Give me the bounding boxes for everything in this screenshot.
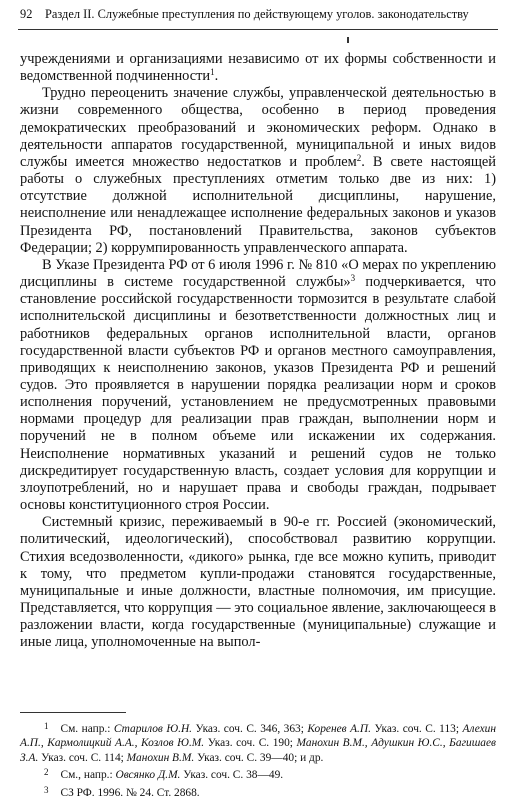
footnote-text: Указ. соч. С. 114; [38,751,127,764]
author-name: Алехин А.П., Кармолицкий А.А., Козлов Ю.М. [20,723,497,750]
author-name: Коренев А.П. [307,723,371,735]
main-text [20,51,496,651]
footnote-2 [20,765,496,782]
footnote-text: Указ. соч. С. 190; [204,737,297,750]
author-name: Манохин В.М. [126,751,195,764]
footnote-text: Указ. соч. С. 39—40; и др. [194,751,324,764]
author-name: Манохин В.М., Адушкин Ю.С., Багишаев З.А. [20,737,496,764]
paragraph-text: В Указе Президента РФ от 6 июля 1996 г. № 810 «О мерах по укреплению дисциплины в системе государственной службы» [20,256,496,291]
paragraph-continued [20,51,496,85]
footnote-mark: 1 [44,721,49,731]
scan-mark [347,37,349,43]
footnote-text: Указ. соч. С. 346, 363; [192,723,308,735]
footnote-text: Указ. соч. С. 113; [370,723,463,735]
footnote-ref-3: 3 [350,273,356,284]
page-number: 92 [20,7,33,21]
footnote-ref-2: 2 [356,152,362,163]
running-title: Раздел II. Служебные преступления по действующему уголов. законодательству [45,7,469,21]
paragraph-text-end: подчеркивается, что становление российской государственности тормозится в результате слабой исполнительской дисциплины и безответственности должностных лиц и работников федеральных органов исполнительной власти, органов государственной власти субъектов РФ и органов местного самоуправления, приводящих к неисполнению законов, указов Президента РФ и решений судов. Это проявляется в нарушении порядка реализации норм и сроков исполнения поручений, установлением не предусмотренных правовыми нормами процедур для реализации прав граждан, выполнении норм и поручений не в полном объеме или искажении их содержания. Неисполнение нормативных указаний и решений судов не только дискредитирует государственную власть, создает условия для коррупции и злоупотреблений, но и нарушает права и свободы граждан, подрывает основы конституционного строя России. [20,274,496,514]
footnotes [20,719,496,800]
paragraph-text: Трудно переоценить значение службы, управленческой деятельностью в жизни современного общества, особенно в период проведения демократических преобразований и экономических реформ. Однако в деятельности аппаратов государственной, муниципальной и иных видов службы имеется множество недостатков и проблем [20,85,496,170]
paragraph-text: учреждениями и организациями независимо от их формы собственности и ведомственной подчиненности [20,51,496,85]
footnote-text: См. напр.: [60,723,114,735]
paragraph-service-value [20,85,496,257]
footnote-mark: 2 [44,767,49,778]
paragraph-presidential-decree [20,257,496,514]
footnote-text: См., напр.: [60,769,116,782]
header-rule [18,29,498,30]
paragraph-text-end: . [214,68,219,85]
author-name: Старилов Ю.Н. [113,723,193,735]
footnote-3 [20,783,496,800]
paragraph-text-end: . В свете настоящей работы о служебных преступлениях отметим только две из них: 1) отсутствие должной исполнительной дисциплины, нарушение, неисполнение или ненадлежащее исполнение федеральных законов и указов Президента РФ, постановлений Правительства, законов субъектов Федерации; 2) коррумпированность управленческого аппарата. [20,153,496,256]
paragraph-systemic-crisis: Системный кризис, переживаемый в 90-е гг. Россией (экономический, политический, идеологический), способствовал развитию коррупции. Стихия вседозволенности, «дикого» рынка, где все можно купить, приводит к тому, что предметом купли-продажи становятся государственные, муниципальные и иные должности, властные полномочия, им присущие. Представляется, что коррупция — это социальное явление, заключающееся в разложении власти, когда государственные (муниципальные) служащие и иные лица, уполномоченные на выпол- [20,514,496,651]
footnote-rule [20,712,126,713]
author-name: Овсянко Д.М. [115,769,181,782]
footnote-mark: 3 [44,784,49,795]
footnote-1 [20,719,496,765]
footnote-ref-1: 1 [210,67,215,78]
footnote-text: Указ. соч. С. 38—49. [180,769,284,782]
running-header [20,4,496,24]
footnote-text: СЗ РФ. 1996. № 24. Ст. 2868. [60,786,200,799]
